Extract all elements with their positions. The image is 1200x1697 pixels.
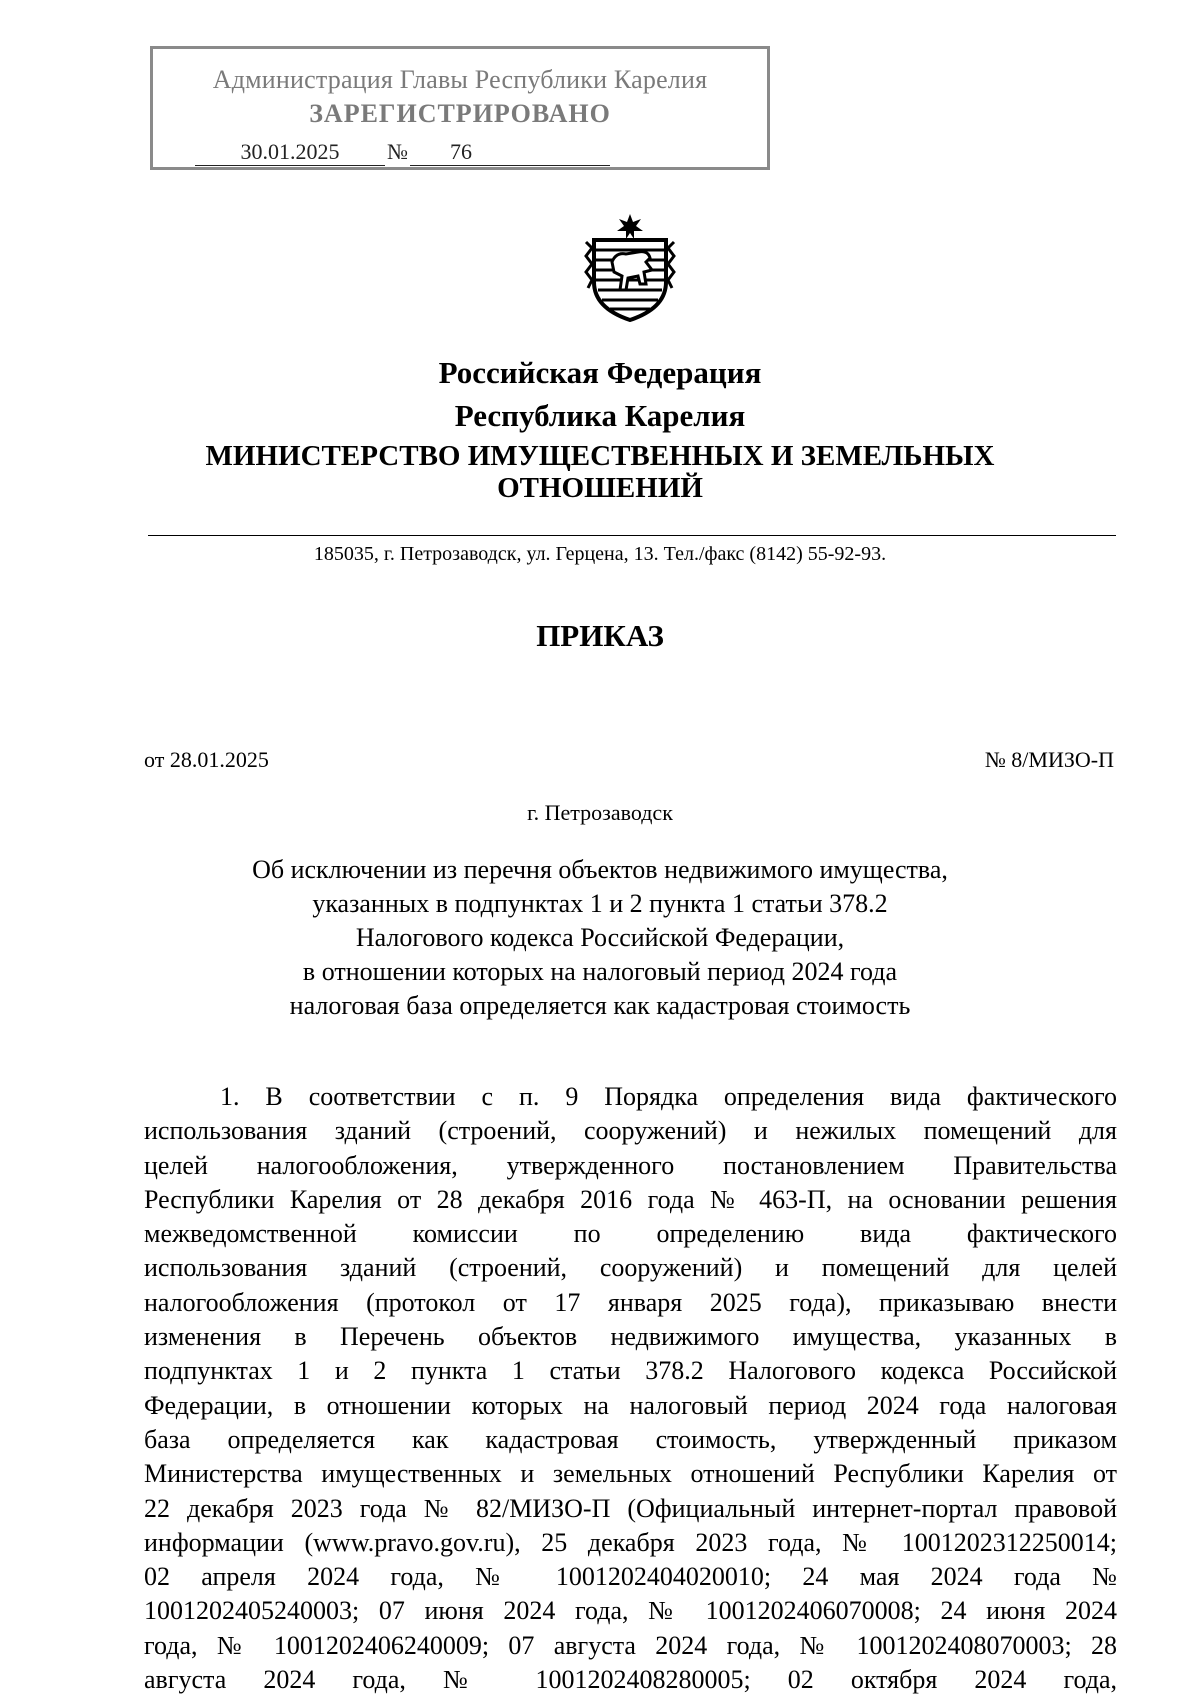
- body-line: изменения в Перечень объектов недвижимого имущества, указанных в: [144, 1322, 1117, 1352]
- body-line: 22 декабря 2023 года № 82/МИЗО-П (Официальный интернет-портал правовой: [144, 1493, 1117, 1523]
- subject-line: указанных в подпунктах 1 и 2 пункта 1 статьи 378.2: [312, 889, 888, 918]
- region-heading: Республика Карелия: [454, 398, 746, 433]
- body-line: межведомственной комиссии по определению вида фактического: [144, 1219, 1117, 1249]
- body-line: года, № 1001202406240009; 07 августа 2024 года, № 1001202408070003; 28: [144, 1630, 1117, 1660]
- stamp-date: 30.01.2025: [195, 139, 385, 166]
- ministry-heading-line2: ОТНОШЕНИЙ: [497, 472, 703, 504]
- subject-line: Налогового кодекса Российской Федерации,: [355, 923, 845, 952]
- order-title: ПРИКАЗ: [536, 618, 664, 653]
- subject-line: налоговая база определяется как кадастровая стоимость: [289, 991, 911, 1020]
- stamp-authority: Администрация Главы Республики Карелия: [212, 65, 708, 94]
- country-heading: Российская Федерация: [438, 355, 762, 390]
- subject-line: в отношении которых на налоговый период 2024 года: [302, 957, 898, 986]
- body-line: подпунктах 1 и 2 пункта 1 статьи 378.2 Налогового кодекса Российской: [144, 1356, 1117, 1386]
- stamp-number: 76: [410, 139, 610, 166]
- order-body: [144, 1080, 1117, 1697]
- stamp-registration-row: [195, 139, 610, 166]
- body-line: 1001202405240003; 07 июня 2024 года, № 1001202406070008; 24 июня 2024: [144, 1596, 1117, 1626]
- ministry-address: 185035, г. Петрозаводск, ул. Герцена, 13. Тел./факс (8142) 55-92-93.: [313, 543, 887, 565]
- order-city: г. Петрозаводск: [527, 800, 673, 825]
- body-line: 1. В соответствии с п. 9 Порядка определения вида фактического: [220, 1082, 1117, 1111]
- karelia-coat-of-arms-icon: [582, 212, 678, 322]
- body-line: информации (www.pravo.gov.ru), 25 декабря 2023 года, № 1001202312250014;: [144, 1527, 1117, 1557]
- body-line: использования зданий (строений, сооружений) и нежилых помещений для: [144, 1116, 1117, 1146]
- body-line: целей налогообложения, утвержденного постановлением Правительства: [144, 1150, 1117, 1180]
- subject-line: Об исключении из перечня объектов недвижимого имущества,: [252, 855, 948, 884]
- body-line: использования зданий (строений, сооружений) и помещений для целей: [144, 1253, 1117, 1283]
- body-line: августа 2024 года, № 1001202408280005; 02 октября 2024 года,: [144, 1665, 1117, 1695]
- body-line: 02 апреля 2024 года, № 1001202404020010; 24 мая 2024 года №: [144, 1562, 1117, 1592]
- stamp-number-sign: №: [387, 139, 408, 164]
- body-line: Федерации, в отношении которых на налоговый период 2024 года налоговая: [144, 1390, 1117, 1420]
- order-date: от 28.01.2025: [144, 747, 269, 772]
- order-subject: [0, 853, 1200, 1023]
- body-line: база определяется как кадастровая стоимость, утвержденный приказом: [144, 1424, 1117, 1454]
- order-number: № 8/МИЗО-П: [984, 747, 1114, 772]
- body-line: Министерства имущественных и земельных отношений Республики Карелия от: [144, 1459, 1117, 1489]
- body-line: налогообложения (протокол от 17 января 2025 года), приказываю внести: [144, 1287, 1117, 1317]
- body-line: Республики Карелия от 28 декабря 2016 года № 463-П, на основании решения: [144, 1184, 1117, 1214]
- stamp-registered: ЗАРЕГИСТРИРОВАНО: [309, 99, 611, 128]
- ministry-heading-line1: МИНИСТЕРСТВО ИМУЩЕСТВЕННЫХ И ЗЕМЕЛЬНЫХ: [205, 440, 995, 472]
- registration-stamp: [150, 46, 770, 170]
- header-divider: [148, 535, 1116, 536]
